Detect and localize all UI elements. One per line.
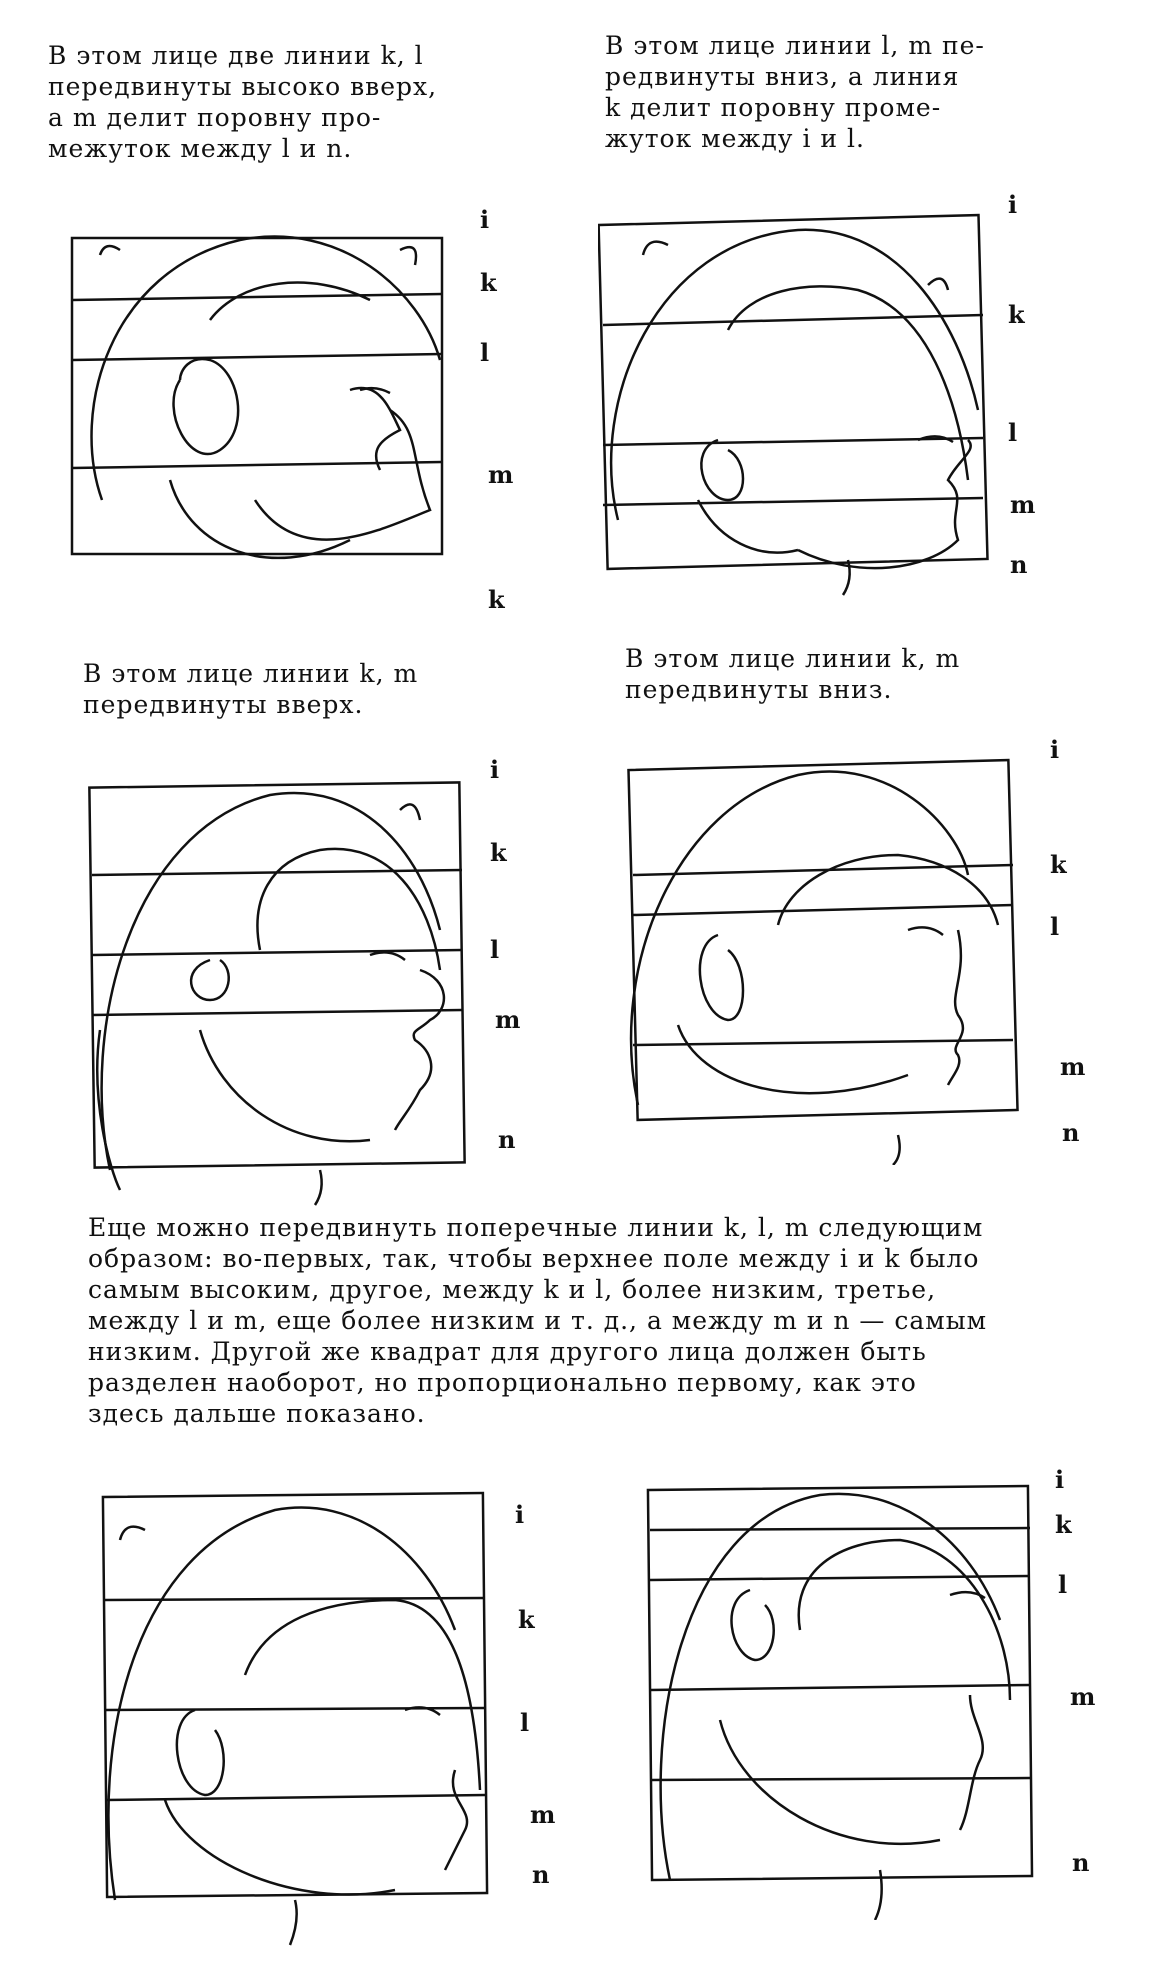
- head-profile-drawing-3: [70, 770, 490, 1210]
- caption-fig3: В этом лице линии k, m передвинуты вверх.: [83, 659, 419, 719]
- fig3-label-k: k: [490, 838, 507, 867]
- figure-4: [618, 745, 1038, 1165]
- fig3-label-l: l: [490, 935, 500, 964]
- fig5-label-m: m: [530, 1800, 556, 1829]
- head-profile-drawing-5: [95, 1490, 515, 1950]
- fig4-label-l: l: [1050, 912, 1060, 941]
- fig1-label-i: i: [480, 205, 490, 234]
- head-profile-drawing-6: [640, 1480, 1050, 1920]
- fig6-label-k: k: [1055, 1510, 1072, 1539]
- fig3-label-i: i: [490, 755, 500, 784]
- figure-1: [50, 210, 510, 630]
- figure-2: [598, 200, 1018, 600]
- fig5-label-i: i: [515, 1500, 525, 1529]
- fig4-label-i: i: [1050, 735, 1060, 764]
- caption-fig2: В этом лице линии l, m пе- редвинуты вниз, а линия k делит поровну проме- жуток между i и l.: [605, 31, 985, 153]
- fig1-label-k2: k: [488, 585, 505, 614]
- body-paragraph: Еще можно передвинуть поперечные линии k, l, m следующим образом: во-первых, так, чтобы верхнее поле между i и k было самым высоким, другое, между k и l, более низким, третье, между l и m, еще более низким и т. д., а между m и n — самым низким. Другой же квадрат для другого лица должен быть разделен наоборот, но пропорционально первому, как это здесь дальше показано.: [88, 1213, 988, 1428]
- fig1-label-k: k: [480, 268, 497, 297]
- fig4-label-m: m: [1060, 1052, 1086, 1081]
- head-profile-drawing-2: [598, 200, 1018, 600]
- fig5-label-k: k: [518, 1605, 535, 1634]
- head-profile-drawing-4: [618, 745, 1038, 1165]
- fig1-label-m: m: [488, 460, 514, 489]
- fig6-label-n: n: [1072, 1848, 1090, 1877]
- head-profile-drawing-1: [50, 210, 510, 630]
- fig2-label-l: l: [1008, 418, 1018, 447]
- fig2-label-k: k: [1008, 300, 1025, 329]
- fig3-label-n: n: [498, 1125, 516, 1154]
- fig4-label-n: n: [1062, 1118, 1080, 1147]
- fig6-label-i: i: [1055, 1465, 1065, 1494]
- fig2-label-i: i: [1008, 190, 1018, 219]
- fig3-label-m: m: [495, 1005, 521, 1034]
- caption-fig1: В этом лице две линии k, l передвинуты высоко вверх, а m делит поровну про- межуток между l и n.: [48, 41, 438, 163]
- fig6-label-m: m: [1070, 1682, 1096, 1711]
- fig4-label-k: k: [1050, 850, 1067, 879]
- fig5-label-n: n: [532, 1860, 550, 1889]
- figure-3: [70, 770, 490, 1210]
- caption-fig4: В этом лице линии k, m передвинуты вниз.: [625, 644, 961, 704]
- fig1-label-l: l: [480, 338, 490, 367]
- figure-6: [640, 1480, 1050, 1920]
- fig2-label-n: n: [1010, 550, 1028, 579]
- fig6-label-l: l: [1058, 1570, 1068, 1599]
- figure-5: [95, 1490, 515, 1950]
- fig5-label-l: l: [520, 1708, 530, 1737]
- fig2-label-m: m: [1010, 490, 1036, 519]
